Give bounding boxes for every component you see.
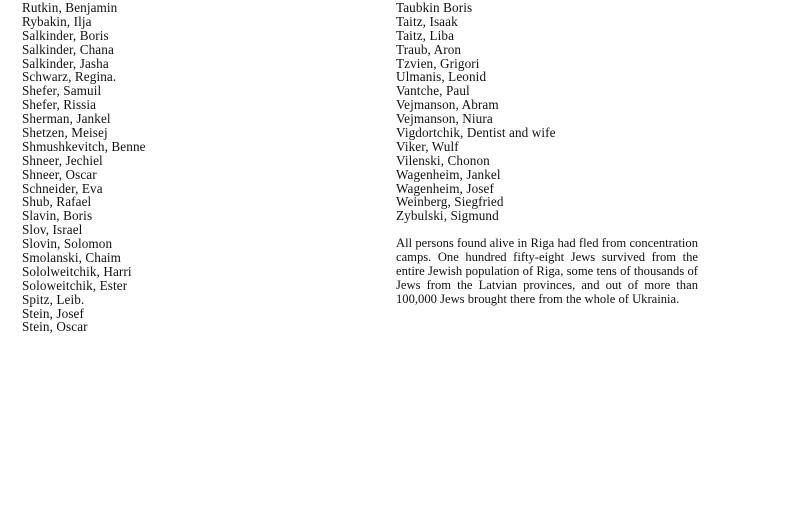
name-entry: Wagenheim, Jankel bbox=[396, 166, 501, 182]
name-entry: Zybulski, Sigmund bbox=[396, 208, 499, 224]
name-entry: Salkinder, Boris bbox=[22, 27, 109, 43]
name-entry: Ulmanis, Leonid bbox=[396, 69, 487, 85]
name-entry: Smolanski, Chaim bbox=[22, 250, 122, 266]
name-entry: Shefer, Rissia bbox=[22, 97, 97, 113]
name-list-right bbox=[396, 1, 726, 223]
name-entry: Salkinder, Chana bbox=[22, 41, 114, 57]
name-entry: Schneider, Eva bbox=[22, 180, 103, 196]
name-list-left bbox=[22, 1, 362, 334]
name-entry: Spitz, Leib. bbox=[22, 291, 85, 307]
name-entry: Wagenheim, Josef bbox=[396, 180, 494, 196]
name-entry: Vigdortchik, Dentist and wife bbox=[396, 125, 556, 141]
name-entry: Rybakin, Ilja bbox=[22, 13, 92, 29]
name-entry: Shefer, Samuil bbox=[22, 83, 102, 99]
name-entry: Taitz, Liba bbox=[396, 27, 455, 43]
name-entry: Viker, Wulf bbox=[396, 138, 459, 154]
name-entry: Vilenski, Chonon bbox=[396, 152, 490, 168]
name-entry: Sololweitchik, Harri bbox=[22, 263, 132, 279]
name-entry: Taitz, Isaak bbox=[396, 13, 458, 29]
name-entry: Shmushkevitch, Benne bbox=[22, 138, 146, 154]
name-entry: Shetzen, Meisej bbox=[22, 125, 108, 141]
name-entry: Weinberg, Siegfried bbox=[396, 194, 504, 210]
name-entry: Shneer, Jechiel bbox=[22, 152, 103, 168]
name-entry: Traub, Aron bbox=[396, 41, 462, 57]
name-entry: Vejmanson, Abram bbox=[396, 97, 499, 113]
name-entry: Vantche, Paul bbox=[396, 83, 470, 99]
name-entry: Stein, Oscar bbox=[22, 319, 88, 335]
name-entry: Sherman, Jankel bbox=[22, 111, 111, 127]
name-entry: Taubkin Boris bbox=[396, 0, 473, 15]
name-entry: Schwarz, Regina. bbox=[22, 69, 117, 85]
name-entry: Rutkin, Benjamin bbox=[22, 0, 118, 15]
name-entry: Soloweitchik, Ester bbox=[22, 277, 128, 293]
name-entry: Slovin, Solomon bbox=[22, 236, 113, 252]
name-entry: Shneer, Oscar bbox=[22, 166, 97, 182]
name-entry: Shub, Rafael bbox=[22, 194, 92, 210]
name-entry: Slavin, Boris bbox=[22, 208, 93, 224]
name-entry: Vejmanson, Niura bbox=[396, 111, 493, 127]
closing-paragraph: All persons found alive in Riga had fled from concentration camps. One hundred fifty-eight Jews survived from the entire Jewish population of Riga, some tens of thousands of Jews from the Latvian provinces, and out of more than 100,000 Jews brought there from the whole of Ukrainia. bbox=[396, 236, 698, 306]
name-entry: Slov, Israel bbox=[22, 222, 83, 238]
name-entry: Tzvien, Grigori bbox=[396, 55, 480, 71]
name-entry: Salkinder, Jasha bbox=[22, 55, 109, 71]
name-entry: Stein, Josef bbox=[22, 305, 85, 321]
